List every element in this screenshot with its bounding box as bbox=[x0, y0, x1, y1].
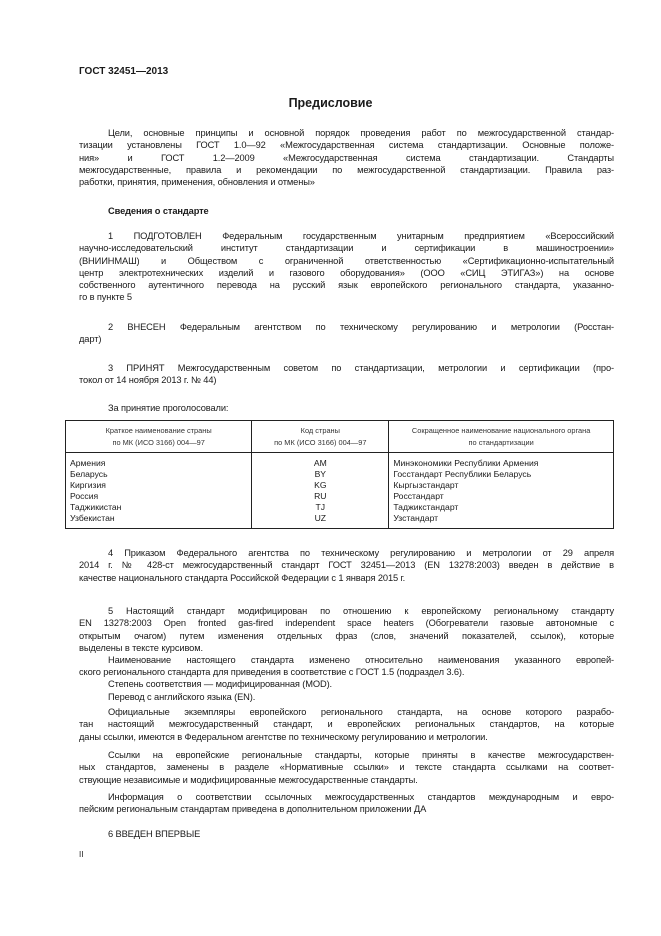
text-line: собственного аутентичного перевода на русский язык европейского регионального стандарта, указанно- bbox=[79, 280, 614, 291]
page-number: II bbox=[79, 850, 84, 859]
column-header bbox=[389, 421, 614, 453]
country-name-column bbox=[66, 453, 252, 529]
text-line: качестве национального стандарта Российской Федерации с 1 января 2015 г. bbox=[79, 572, 406, 583]
column-header-line: Сокращенное наименование национального органа bbox=[411, 425, 591, 435]
table-cell: Россия bbox=[70, 491, 99, 501]
text-line: научно-исследовательский институт стандартизации и сертификации в машиностроении» bbox=[79, 243, 614, 254]
text-line: Наименование настоящего стандарта изменено относительно наименования указанного европей- bbox=[108, 655, 614, 665]
table-cell: Киргизия bbox=[70, 480, 106, 490]
text-line: 2 ВНЕСЕН Федеральным агентством по техническому регулированию и метрологии (Росстан- bbox=[108, 322, 614, 332]
table-cell: Узстандарт bbox=[393, 513, 439, 523]
table-cell: Таджикстандарт bbox=[393, 502, 459, 512]
column-header-line: по МК (ИСО 3166) 004—97 bbox=[112, 437, 205, 447]
paragraph-p5 bbox=[79, 605, 614, 654]
table-cell: Кыргызстандарт bbox=[393, 480, 459, 490]
text-line: Информация о соответствии ссылочных межгосударственных стандартов международным и евро- bbox=[108, 792, 614, 802]
paragraph-p5g bbox=[79, 791, 614, 816]
column-header bbox=[66, 421, 252, 453]
table-cell: Росстандарт bbox=[393, 491, 444, 501]
text-line: За принятие проголосовали: bbox=[108, 403, 229, 413]
table-cell: Узбекистан bbox=[70, 513, 115, 523]
paragraph-p6 bbox=[79, 828, 614, 840]
paragraph-p5e bbox=[79, 706, 614, 743]
text-line: межгосударственные, правила и рекомендации по межгосударственной стандартизации. Правила раз- bbox=[79, 164, 614, 175]
column-header bbox=[252, 421, 389, 453]
text-line: 5 Настоящий стандарт модифицирован по отношению к европейскому региональному стандарту bbox=[108, 606, 614, 616]
paragraph-p3 bbox=[79, 362, 614, 387]
standards-body-column bbox=[389, 453, 614, 529]
column-header-line: Код страны bbox=[300, 425, 340, 435]
table-cell: Минэкономики Республики Армения bbox=[393, 458, 539, 468]
text-line: ния» и ГОСТ 1.2—2009 «Межгосударственная система стандартизации. Стандарты bbox=[79, 152, 614, 163]
text-line: выделены в тексте курсивом. bbox=[79, 642, 203, 653]
text-line: токол от 14 ноября 2013 г. № 44) bbox=[79, 375, 217, 386]
text-line: Цели, основные принципы и основной порядок проведения работ по межгосударственной стандар- bbox=[108, 128, 614, 138]
text-line: Степень соответствия — модифицированная (MOD). bbox=[108, 679, 333, 689]
text-line: (ВНИИНМАШ) и Обществом с ограниченной ответственностью «Сертификационно-испытательный bbox=[79, 255, 614, 266]
paragraph-p4 bbox=[79, 547, 614, 584]
table-cell: RU bbox=[314, 491, 327, 501]
table-cell: Таджикистан bbox=[70, 502, 122, 512]
table-cell: BY bbox=[314, 469, 327, 479]
text-line: ных стандартов, заменены в разделе «Нормативные ссылки» и тексте стандарта ссылками на соответ- bbox=[79, 762, 614, 773]
table-cell: Госстандарт Республики Беларусь bbox=[393, 469, 532, 479]
text-line: 1 ПОДГОТОВЛЕН Федеральным государственным унитарным предприятием «Всероссийский bbox=[108, 231, 614, 241]
paragraph-p1 bbox=[79, 230, 614, 304]
column-header-line: по МК (ИСО 3166) 004—97 bbox=[274, 437, 367, 447]
paragraph-p5b bbox=[79, 654, 614, 679]
paragraph-vote-label bbox=[79, 402, 614, 414]
text-line: дарт) bbox=[79, 334, 102, 345]
table-body-row bbox=[66, 453, 614, 529]
paragraph-p2 bbox=[79, 321, 614, 346]
text-line: 6 ВВЕДЕН ВПЕРВЫЕ bbox=[108, 829, 201, 839]
text-line: EN 13278:2003 Open fronted gas-fired independent space heaters (Обогреватели газовые автономные с bbox=[79, 618, 614, 629]
section-heading: Сведения о стандарте bbox=[108, 206, 209, 216]
table-cell: TJ bbox=[315, 502, 326, 512]
text-line: тан настоящий межгосударственный стандарт, и европейских региональных стандартов, на которые bbox=[79, 719, 614, 730]
text-line: Перевод с английского языка (EN). bbox=[108, 692, 256, 702]
paragraph-intro bbox=[79, 127, 614, 188]
paragraph-p5f bbox=[79, 749, 614, 786]
text-line: ского регионального стандарта для приведения в соответствие с ГОСТ 1.5 (подраздел 3.6). bbox=[79, 667, 465, 678]
text-line: даны ссылки, имеются в Федеральном агентстве по техническому регулированию и метрологии. bbox=[79, 731, 488, 742]
text-line: работки, принятия, применения, обновления и отмены» bbox=[79, 177, 315, 188]
text-line: 2014 г. № 428-ст межгосударственный стандарт ГОСТ 32451—2013 (EN 13278:2003) введен в действие в bbox=[79, 560, 614, 571]
table-cell: Армения bbox=[70, 458, 106, 468]
text-line: пейским региональным стандартам приведена в дополнительном приложении ДА bbox=[79, 804, 427, 815]
text-line: Официальные экземпляры европейского регионального стандарта, на основе которого разрабо- bbox=[108, 707, 614, 717]
table-cell: Беларусь bbox=[70, 469, 108, 479]
text-line: ствующие независимые и модифицированные межгосударственные стандарты. bbox=[79, 774, 418, 785]
country-code-column bbox=[252, 453, 389, 529]
text-line: го в пункте 5 bbox=[79, 292, 132, 303]
paragraph-p5d bbox=[79, 691, 614, 703]
text-line: тизации установлены ГОСТ 1.0—92 «Межгосударственная система стандартизации. Основные положе- bbox=[79, 140, 614, 151]
text-line: открытым очагом) путем изменения отдельных фраз (слов, значений показателей, ссылок), которые bbox=[79, 630, 614, 641]
text-line: Ссылки на европейские региональные стандарты, которые приняты в качестве межгосударствен- bbox=[108, 750, 614, 760]
text-line: 3 ПРИНЯТ Межгосударственным советом по стандартизации, метрологии и сертификации (про- bbox=[108, 363, 614, 373]
document-id-header: ГОСТ 32451—2013 bbox=[79, 66, 169, 77]
table-cell: KG bbox=[314, 480, 327, 490]
column-header-line: по стандартизации bbox=[468, 437, 534, 447]
paragraph-p5c bbox=[79, 678, 614, 690]
text-line: центр электротехнических изделий и газового оборудования» (ООО «СИЦ ЭТИГАЗ») на основе bbox=[79, 267, 614, 278]
voting-table bbox=[65, 420, 614, 529]
table-cell: AM bbox=[313, 458, 327, 468]
table-cell: UZ bbox=[314, 513, 327, 523]
column-header-line: Краткое наименование страны bbox=[105, 425, 212, 435]
page-title: Предисловие bbox=[288, 96, 373, 110]
text-line: 4 Приказом Федерального агентства по техническому регулированию и метрологии от 29 апреля bbox=[108, 548, 614, 558]
